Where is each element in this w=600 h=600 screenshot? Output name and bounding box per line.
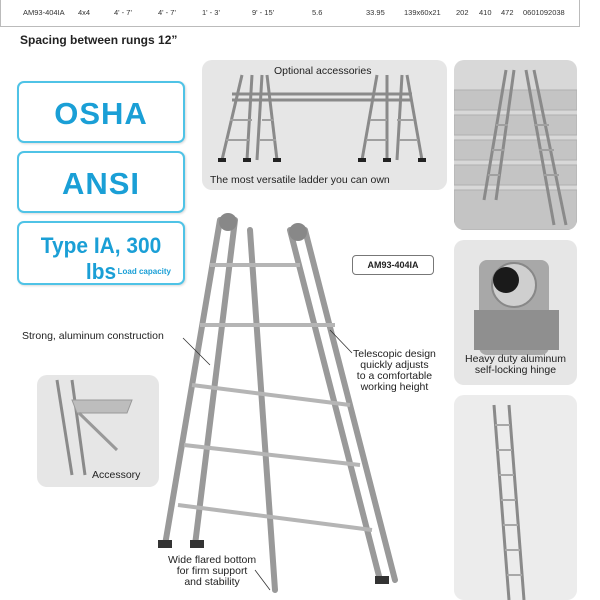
rung-spacing-note: Spacing between rungs 12” xyxy=(20,33,178,47)
construction-callout: Strong, aluminum construction xyxy=(22,330,164,342)
spec-stepladder: 4' - 7' xyxy=(158,8,176,17)
extension-ladder-illustration xyxy=(454,395,577,600)
spec-qty-2: 410 xyxy=(479,8,492,17)
flared-bottom-callout: Wide flared bottom for firm support and stability xyxy=(168,554,257,588)
osha-label: OSHA xyxy=(54,96,148,131)
versatile-caption: The most versatile ladder you can own xyxy=(210,174,390,186)
telescopic-callout: Telescopic design quickly adjusts to a comfortable working height xyxy=(353,348,436,393)
spec-weight-lbs: 33.95 xyxy=(366,8,385,17)
spec-a-frame: 4' - 7' xyxy=(114,8,132,17)
hinge-caption: Heavy duty aluminum self-locking hinge xyxy=(465,353,566,376)
spec-weight-kg: 5.6 xyxy=(312,8,323,17)
ansi-label: ANSI xyxy=(61,166,141,201)
model-tag: AM93-404IA xyxy=(352,255,434,275)
spec-extension: 9' - 15' xyxy=(252,8,275,17)
spec-qty-1: 202 xyxy=(456,8,469,17)
spec-upc: 0601092038 xyxy=(523,8,565,17)
type-rating-label: Type IA, 300 lbs xyxy=(40,233,162,284)
optional-accessories-caption: Optional accessories xyxy=(274,65,372,77)
hinge-photo xyxy=(454,240,577,385)
spec-dimensions: 139x60x21 xyxy=(404,8,441,17)
accessory-caption: Accessory xyxy=(92,469,141,481)
spec-qty-3: 472 xyxy=(501,8,514,17)
spec-model: AM93-404IA xyxy=(23,8,65,17)
spec-size: 4x4 xyxy=(78,8,91,17)
spec-scaffold: 1' - 3' xyxy=(202,8,220,17)
load-capacity-label: Load capacity xyxy=(117,267,171,276)
accessory-photo xyxy=(37,375,159,487)
extension-ladder-photo xyxy=(454,395,577,600)
